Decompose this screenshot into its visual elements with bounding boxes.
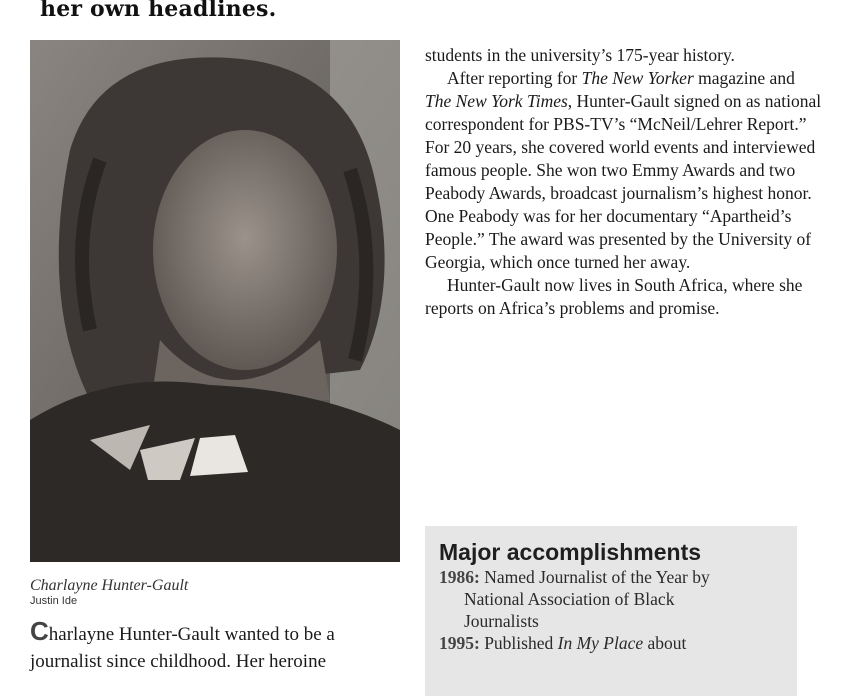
- headline: her own headlines.: [40, 0, 277, 22]
- paragraph-south-africa: Hunter-Gault now lives in South Africa, where she reports on Africa’s problems and promise.: [425, 275, 803, 318]
- publication-new-yorker: The New Yorker: [581, 68, 694, 88]
- accomplishment-year: 1986:: [439, 567, 480, 587]
- paragraph-career: After reporting for The New Yorker magazine and The New York Times, Hunter-Gault signed on as national correspondent for PBS-TV’s “McNeil/Lehrer Report.” For 20 years, she covered world events and interviewed famous people. She won two Emmy Awards and two Peabody Awards, broadcast journalism’s highest honor. One Peabody was for her documentary “Apartheid’s People.” The award was presented by the University of Georgia, which once turned her away.: [425, 68, 822, 272]
- publication-ny-times: The New York Times: [425, 91, 568, 111]
- right-column: [425, 44, 825, 320]
- portrait-photo: [30, 40, 400, 562]
- accomplishment-item: 1995: Published In My Place about: [439, 633, 687, 653]
- intro-text: harlayne Hunter-Gault wanted to be a journalist since childhood. Her heroine: [30, 624, 335, 672]
- accomplishments-sidebar: [425, 526, 797, 696]
- accomplishment-item: 1986: Named Journalist of the Year by National Association of Black Journalists: [439, 567, 710, 631]
- photo-caption: [30, 576, 188, 608]
- book-title: In My Place: [557, 633, 644, 653]
- caption-credit: Justin Ide: [30, 595, 78, 607]
- paragraph-continued: students in the university’s 175-year history.: [425, 45, 735, 65]
- intro-paragraph: [30, 616, 410, 675]
- portrait-image: [30, 40, 400, 562]
- drop-cap: C: [30, 616, 49, 646]
- accomplishment-year: 1995:: [439, 633, 480, 653]
- caption-name: Charlayne Hunter-Gault: [30, 577, 189, 594]
- sidebar-title: Major accomplishments: [439, 539, 702, 565]
